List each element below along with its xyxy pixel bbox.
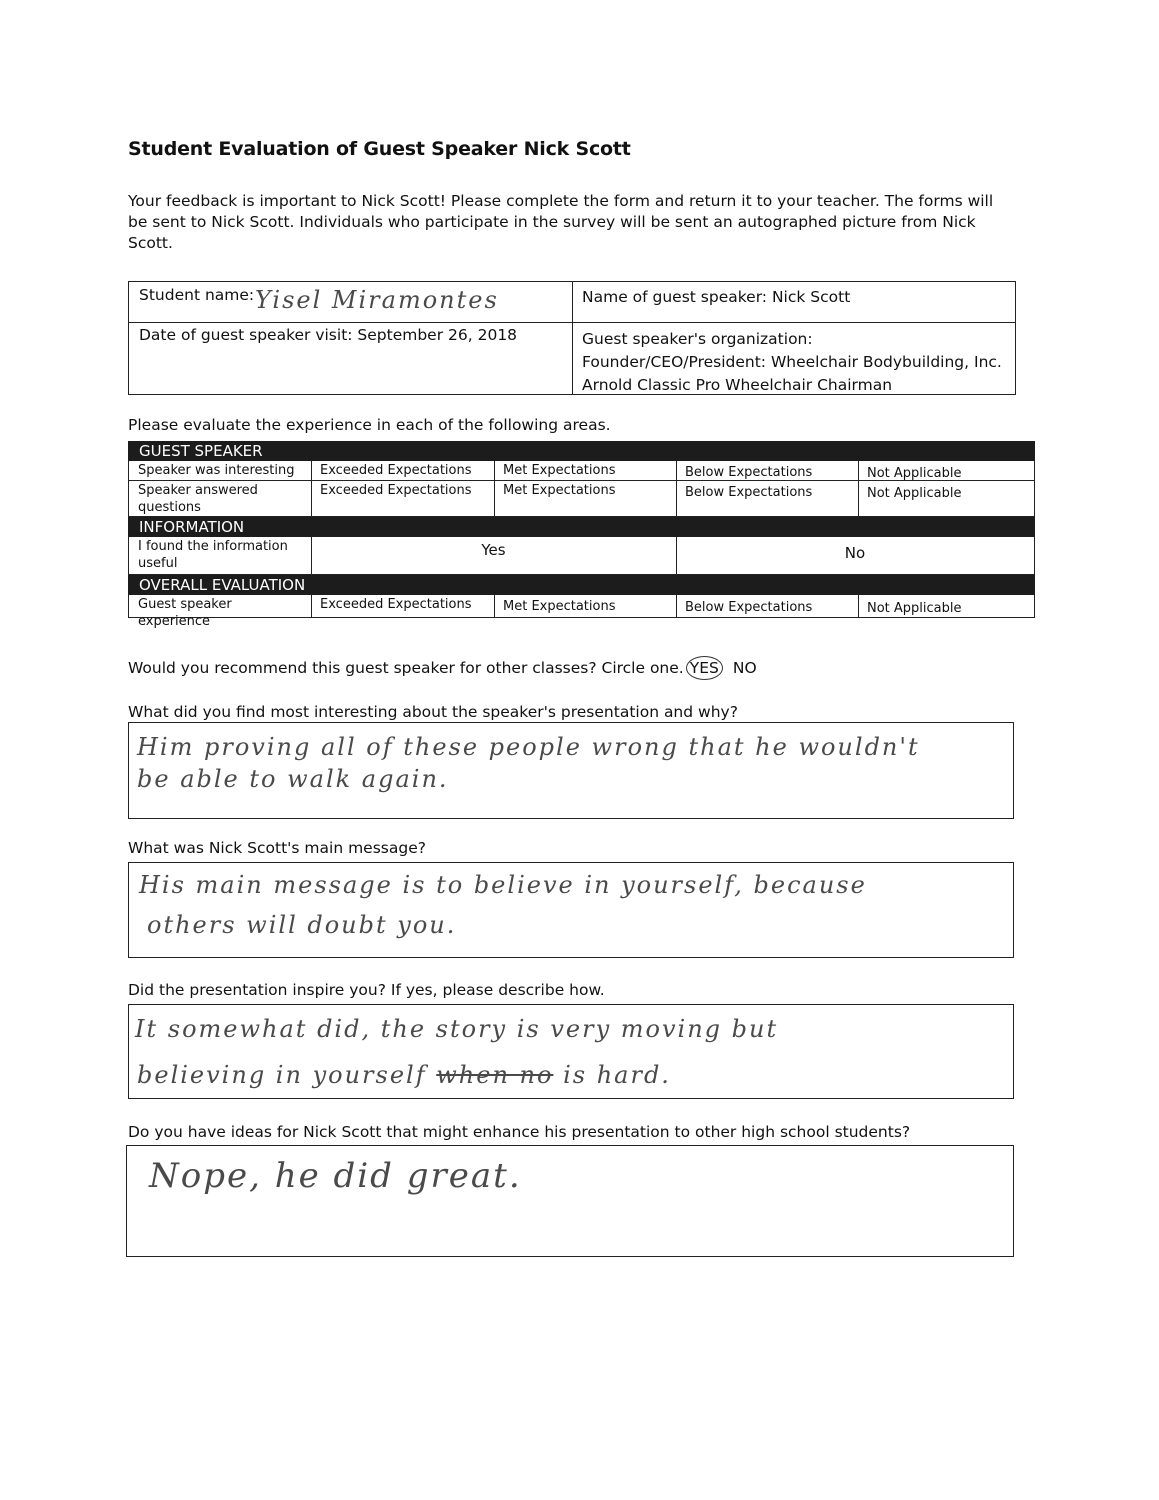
rating-exceeded[interactable]: Exceeded Expectations: [320, 597, 472, 612]
row-speaker-interesting: [128, 461, 1035, 481]
recommend-prompt: Would you recommend this guest speaker for other classes? Circle one.: [128, 659, 684, 677]
speaker-organization: Guest speaker's organization: Founder/CEO/President: Wheelchair Bodybuilding, Inc. Arnold Classic Pro Wheelchair Chairman: [582, 330, 1002, 394]
answer-line: Nope, he did great.: [149, 1156, 522, 1196]
recommend-question: [128, 656, 757, 680]
section-overall: OVERALL EVALUATION: [128, 575, 1035, 595]
info-table: [128, 281, 1016, 395]
rating-not-applicable[interactable]: Not Applicable: [867, 486, 962, 501]
recommend-no[interactable]: NO: [732, 659, 757, 677]
form-title: Student Evaluation of Guest Speaker Nick Scott: [128, 138, 631, 160]
rating-exceeded[interactable]: Exceeded Expectations: [320, 483, 472, 498]
row-label: Speaker answered questions: [138, 483, 258, 515]
option-no[interactable]: No: [844, 544, 866, 562]
answer-box-main-message[interactable]: [128, 862, 1014, 958]
rating-below[interactable]: Below Expectations: [685, 485, 813, 500]
student-name-value: Yisel Miramontes: [255, 286, 499, 314]
recommend-yes-circled[interactable]: YES: [686, 656, 723, 680]
answer-line: others will doubt you.: [147, 911, 457, 939]
rating-met[interactable]: Met Expectations: [503, 599, 616, 614]
rating-below[interactable]: Below Expectations: [685, 465, 813, 480]
answer-line: be able to walk again.: [137, 765, 449, 793]
answer-line: Him proving all of these people wrong that he wouldn't: [137, 733, 920, 761]
row-label: Guest speaker experience: [138, 597, 232, 629]
question-most-interesting: What did you find most interesting about the speaker's presentation and why?: [128, 703, 738, 721]
answer-box-ideas[interactable]: [126, 1145, 1014, 1257]
answer-box-inspire[interactable]: [128, 1004, 1014, 1099]
question-ideas: Do you have ideas for Nick Scott that might enhance his presentation to other high school students?: [128, 1123, 911, 1141]
answer-line: believing in yourself when no is hard.: [137, 1061, 671, 1089]
rating-met[interactable]: Met Expectations: [503, 463, 616, 478]
option-yes[interactable]: Yes: [481, 541, 506, 559]
row-label: I found the information useful: [138, 539, 288, 571]
row-speaker-answered: [128, 481, 1035, 517]
student-name-label: Student name:: [139, 286, 255, 304]
section-guest-speaker: GUEST SPEAKER: [128, 441, 1035, 461]
answer-line: His main message is to believe in yourself, because: [139, 871, 867, 899]
visit-date: Date of guest speaker visit: September 26, 2018: [139, 326, 518, 344]
answer-line: It somewhat did, the story is very moving but: [135, 1015, 779, 1043]
evaluate-intro: Please evaluate the experience in each of the following areas.: [128, 416, 611, 434]
answer-box-most-interesting[interactable]: [128, 722, 1014, 819]
form-intro: Your feedback is important to Nick Scott! Please complete the form and return it to your teacher. The forms will be sent to Nick Scott. Individuals who participate in the survey will be sent an autographed picture from Nick Scott.: [128, 192, 994, 252]
struck-text: when no: [436, 1061, 554, 1089]
question-main-message: What was Nick Scott's main message?: [128, 839, 426, 857]
row-label: Speaker was interesting: [138, 463, 295, 478]
rating-not-applicable[interactable]: Not Applicable: [867, 466, 962, 481]
rating-not-applicable[interactable]: Not Applicable: [867, 601, 962, 616]
rating-exceeded[interactable]: Exceeded Expectations: [320, 463, 472, 478]
rating-met[interactable]: Met Expectations: [503, 483, 616, 498]
row-information-useful: [128, 537, 1035, 575]
guest-speaker-name: Name of guest speaker: Nick Scott: [582, 288, 851, 306]
rating-below[interactable]: Below Expectations: [685, 600, 813, 615]
section-information: INFORMATION: [128, 517, 1035, 537]
question-inspire: Did the presentation inspire you? If yes, please describe how.: [128, 981, 605, 999]
evaluation-grid: [128, 441, 1035, 629]
row-guest-speaker-experience: [128, 595, 1035, 629]
